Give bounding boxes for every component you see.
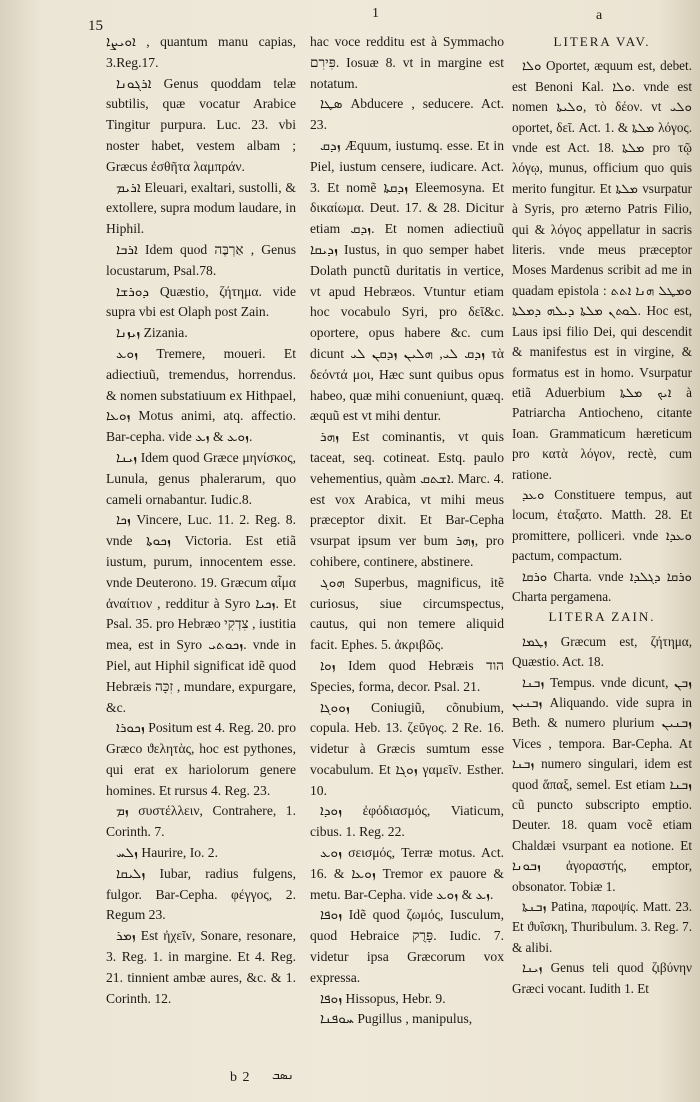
entry: ܙܝܙܢܐ Zizania. [116, 325, 188, 341]
entry: ܕܘܪܫܐ Quæstio, ζήτημα. vide supra vbi est Olaph post Zain. [106, 283, 296, 320]
entry: ܐܘܝܨܐ , quantum manu capias, 3.Reg.17. [106, 34, 296, 70]
entry: ܙܘܦܐ Hissopus, Hebr. 9. [320, 990, 446, 1006]
entry: hac voce redditu est à Symmacho פִּירִם. Iosuæ 8. vt in margine est notatum. [310, 34, 504, 91]
entry: ܘܥܕ Constituere tempus, aut locum, ἐταξατο. Matth. 28. Et promittere, polliceri. vnde ܘܥܕܐ pactum, compactum. [512, 486, 692, 564]
page-number: 15 [88, 18, 103, 34]
entry: ܙܝܢܐ Genus teli quod ζιβύνην Græci vocant. Iudith 1. Et [512, 960, 692, 996]
section-heading-vav: LITERA VAV. [553, 34, 651, 49]
entry: ܙܒܢܬܐ Patina, παροψίς. Matt. 23. Et ϑυΐσκη, Thuribulum. 3. Reg. 7. & alibi. [512, 899, 692, 955]
entry: ܘܪܩܐ Charta. vnde ܘܪܩܐ ܕܓܠܕܐ Charta pergamena. [512, 568, 692, 604]
entry: ܐܪܝܡ Eleuari, exaltari, sustolli, & extollere, supra modum laudare, in Hiphil. [106, 179, 296, 237]
entry: ܙܡܪ Est ἠχεῖν, Sonare, resonare, 3. Reg. 1. in margine. Et 4. Reg. 21. tinnient ambæ aures, &c. & 1. Corinth. 12. [106, 928, 296, 1006]
catchword: ܢܣܒ [272, 1068, 294, 1082]
entry: ܙܘܥ Tremere, moueri. Et adiectiuũ, tremendus, horrendus. & nomen substatiuum ex Hithpael, ܙܘܥܐ Motus animi, atq. affectio. Bar-cepha. vide ܙܘܥ & ܙܥ. [106, 345, 296, 445]
entry: ܙܛܡܐ Græcum est, ζήτημα, Quæstio. Act. 18. [512, 633, 692, 670]
column-left [106, 32, 296, 1062]
entry: ܙܝܢܐ Idem quod Græce μηνίσκος, Lunula, genus phalerarum, quo cameli ornabantur. Iudic.8. [106, 449, 296, 507]
entry: ܙܟܐ Vincere, Luc. 11. 2. Reg. 8. vnde ܙܟܘܬܐ Victoria. Est etiã iustum, purum, innocentem esse. vnde Deuterono. 19. Græcum αἷμα ἀναίτιον , redditur à Syro ܙܟܝܐ. Et Psal. 35. pro Hebræo צִדְקִי , iustitia mea, est in Syro ܙܟܘܬܝ. vnde in Piel, aut Hiphil significat idẽ quod Hebræis זִכָּה , mundare, expurgare, &c. [106, 512, 296, 715]
entry: ܐܪܓܘܢܐ Genus quoddam telæ subtilis, quæ vocatur Arabice Tingitur purpura. Luc. 23. vbi noster habet, vestem albam ; Græcus ἐσθῆτα λαμπράν. [106, 75, 296, 174]
entry: ܗܘܓ Superbus, magnificus, itẽ curiosus, siue circumspectus, cautus, qui non temere aliquid facit. Ephes. 5. ἀκριβῶς. [310, 574, 504, 653]
entry: ܐܪܒܐ Idem quod אַרְבֶּה , Genus locustarum, Psal.78. [106, 241, 296, 278]
entry: ܙܠܚ Haurire, Io. 2. [116, 845, 219, 861]
entry: ܙܠܝܩܐ Iubar, radius fulgens, fulgor. Bar-Cepha. φέγγος, 2. Regum 23. [106, 865, 296, 923]
section-heading-zain: LITERA ZAIN. [548, 609, 656, 625]
entry: ܘܠܐ Oportet, æquum est, debet. est Benoni Kal. ܘܠܐ. vnde est nomen ܘܠܝܬܐ, τὸ δέον. vt ܘܠܝ oportet, δεῖ. Act. 1. & ܡܠܬܐ λόγος. vnde est Act. 18. ܡܠܬܐ pro τῷ λόγῳ, munus, officium quo quis merito fungitur. Et ܡܠܬܐ vsurpatur à Syris, pro æterno Patris Filio, qui & λόγος appellatur in sacris literis. vnde meus præceptor Moses Mardenus scribit ad me in quadam epistola : ܘܡܛܠ ܗܢܐ ܐܬܬ ܠܘܬܢ ܡܠܬܐ ܕܝܠܗ ܕܡܠܬܐ. Hoc est, Laus ipsi filio Dei, qui descendit & manifestus est in virgine, & formatus est in homo. Vsurpatur etiã Aduerbium ܐܝܟ ܡܠܬܐ à Patriarcha Antiocheno, citante Ioan. Grammaticum hæreticum pro κατὰ λόγον, rectè, cum ratione. [512, 58, 692, 482]
header-right-mark: a [596, 8, 603, 23]
entry: ܙܕܩ Æquum, iustumq. esse. Et in Piel, iustum censere, iudicare. Act. 3. Et nomẽ ܙܕܩܬܐ Eleemosyna. Et δικαίωμα. Deut. 17. & 28. Dicitur etiam ܙܕܩ. Et nomen adiectiuũ ܙܕܝܩܐ Iustus, in quo semper habet Dolath punctũ duritatis in vertice, vt apud Hebræos. Vtuntur etiam hoc vocabulo Syri, pro δεῖ&c. oportere, opus habere &c. cum dicunt ܙܕܩ ܠܝ, ܗܠܝܢ ܙܕܩܢ ܠܝ τὰ δεόντά μοι, Hæc sunt quibus opus habeo, quæ mihi conueniunt, quæq. æquũ est vt mihi dentur. [310, 137, 504, 424]
entry: ܙܗܪ Est cominantis, vt quis taceat, seq. cotineat. Estq. paulo vehementius, quàm ܐܫܬܩ. Marc. 4. est vox Arabica, vt mihi meus præceptor dixit. Et Bar-Cepha vsurpat ipsum ver bum ܙܗܪ, pro cohibere, continere, abstinere. [310, 429, 504, 569]
entry: ܣܛܐ Abducere , seducere. Act. 23. [310, 96, 504, 133]
entry: ܙܘܕܐ ἐφόδιασμός, Viaticum, cibus. 1. Reg. 22. [310, 803, 504, 840]
entry: ܙܟܘܪܐ Positum est 4. Reg. 20. pro Græco ϑελητὰς, hoc est pythones, qui erat ex hariolorum genere homines. Et rursus 4. Reg. 23. [106, 720, 296, 798]
entry: ܙܡ συστέλλειν, Contrahere, 1. Corinth. 7. [106, 803, 296, 840]
entry: ܙܒܢܐ Tempus. vnde dicunt, ܙܒܢ ܙܒܢܝܢ Aliquando. vide supra in Beth. & numero plurium ܙܒܢܝܢ Vices , tempora. Bar-Cepha. At ܙܒܢܐ numero singulari, idem est quod ἅπαξ, semel. Est etiam ܙܒܢܐ cũ puncto subscripto emptio. Deuter. 18. quam vocẽ etiam Chaldæi vsurpant ea notione. Et ܙܒܘܢܐ ἀγοραστής, emptor, obsonator. Tobiæ 1. [512, 674, 692, 894]
column-middle [310, 32, 504, 1062]
column-right [512, 32, 692, 1062]
entry: ܚܘܦܢܐ Pugillus , manipulus, [320, 1011, 473, 1027]
signature-mark: b 2 [230, 1070, 251, 1085]
entry: ܙܘܦܐ Idẽ quod ζωμός, Iusculum, quod Hebraice פָּרֻק. Iudic. 7. videtur ipsa Græcorum vox expressa. [310, 907, 504, 985]
header-mid-mark: 1 [372, 6, 379, 21]
entry: ܙܘܘܓܐ Coniugiũ, cõnubium, copula. Heb. 13. ζεῦγος. 2 Re. 16. videtur à Græcis sumtum esse vocabulum. Et ܙܘܓܐ γαμεῖν. Esther. 10. [310, 699, 504, 798]
entry: ܙܘܐ Idem quod Hebræis הוד Species, forma, decor. Psal. 21. [310, 657, 504, 694]
entry: ܙܘܥ σεισμός, Terræ motus. Act. 16. & ܙܘܥܐ Tremor ex pauore & metu. Bar-Cepha. vide ܙܥ & ܙܘܥ. [310, 845, 504, 902]
